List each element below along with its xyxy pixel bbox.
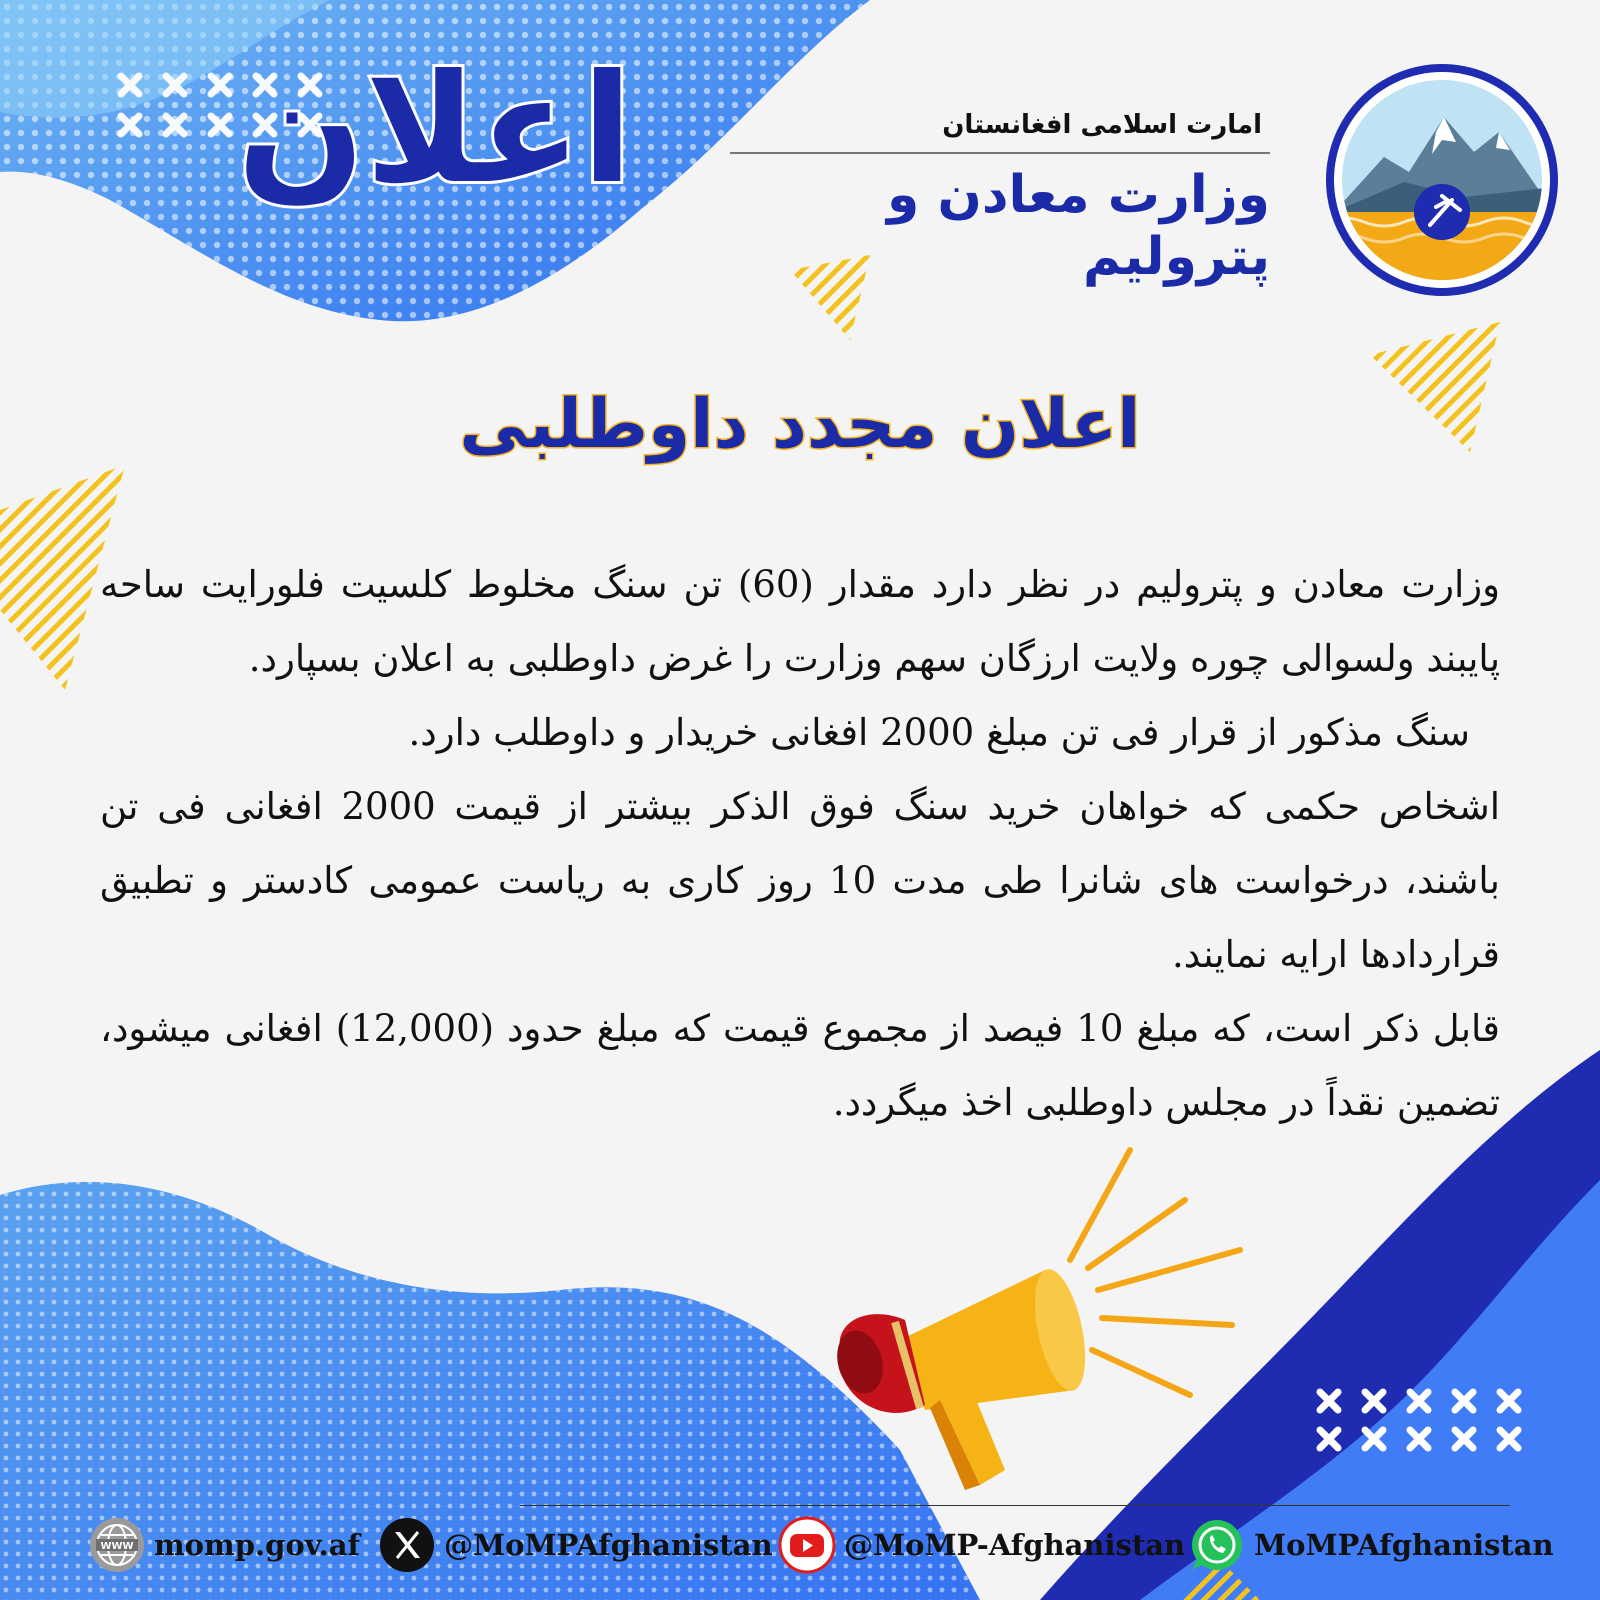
stripe-triangle-right — [1370, 322, 1500, 452]
youtube-handle-text: @MoMP-Afghanistan — [844, 1528, 1186, 1562]
youtube-channel-link[interactable] — [778, 1510, 1185, 1580]
ministry-name: وزارت معادن و پترولیم — [887, 165, 1270, 288]
announcement-body — [100, 548, 1500, 1140]
website-text: momp.gov.af — [154, 1528, 361, 1562]
announcement-title: اعلان مجدد داوطلبی — [459, 385, 1141, 464]
website-link[interactable] — [88, 1510, 360, 1580]
body-paragraph-4: قابل ذکر است، که مبلغ 10 فیصد از مجموع قیمت که مبلغ حدود (12,000) افغانی میشود، تضمین نقداً در مجلس داوطلبی اخذ میگردد. — [100, 1007, 1500, 1124]
svg-text:WWW: WWW — [100, 1541, 134, 1552]
ministry-header — [730, 110, 1270, 289]
x-logo-icon — [378, 1516, 436, 1574]
footer-contacts — [88, 1510, 1558, 1590]
whatsapp-icon — [1188, 1516, 1246, 1574]
body-paragraph-2: سنگ مذکور از قرار فی تن مبلغ 2000 افغانی خریدار و داوطلب دارد. — [408, 711, 1470, 754]
youtube-icon — [778, 1516, 836, 1574]
emirate-name: امارت اسلامی افغانستان — [942, 110, 1262, 140]
x-handle-text: @MoMPAfghanistan — [444, 1528, 773, 1562]
header-divider — [730, 152, 1270, 154]
ministry-mountain-seal-icon — [1324, 62, 1560, 298]
megaphone-icon — [830, 1140, 1270, 1500]
body-paragraph-3: اشخاص حکمی که خواهان خرید سنگ فوق الذکر بیشتر از قیمت 2000 افغانی فی تن باشند، درخواست های شانرا طی مدت 10 روز کاری به ریاست عمومی کادستر و تطبیق قراردادها ارایه نمایند. — [100, 785, 1500, 976]
globe-www-icon — [88, 1516, 146, 1574]
whatsapp-link[interactable] — [1188, 1510, 1554, 1580]
body-paragraph-1: وزارت معادن و پترولیم در نظر دارد مقدار (60) تن سنگ مخلوط کلسیت فلورایت ساحه پایبند ولسوالی چوره ولایت ارزگان سهم وزارت را غرض داوطلبی به اعلان بسپارد. — [100, 563, 1500, 680]
footer-divider — [520, 1505, 1510, 1506]
x-profile-link[interactable] — [378, 1510, 773, 1580]
announcement-big-word: اعلان — [237, 43, 633, 217]
whatsapp-text: MoMPAfghanistan — [1254, 1528, 1554, 1562]
